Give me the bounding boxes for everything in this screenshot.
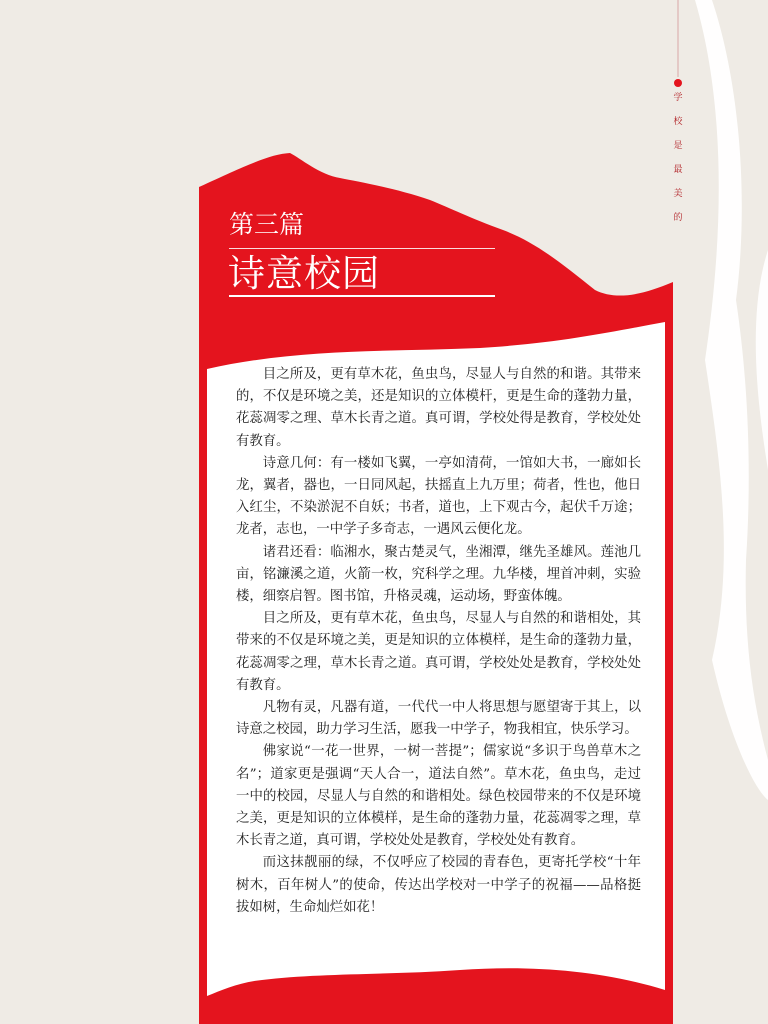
chapter-divider-thick [229,295,495,297]
red-dot-icon [674,79,682,87]
article-body [236,364,641,919]
side-tag-char: 是 [673,141,683,151]
side-tag [664,93,692,237]
paragraph: 目之所及，更有草木花，鱼虫鸟，尽显人与自然的和谐。其带来的，不仅是环境之美，还是知识的立体模杆，更是生命的蓬勃力量，花蕊凋零之理、草木长青之道。真可谓，学校处得是教育，学校处处有教育。 [236,367,641,449]
paragraph: 目之所及，更有草木花，鱼虫鸟，尽显人与自然的和谐相处，其带来的不仅是环境之美，更是知识的立体模样，是生命的蓬勃力量，花蕊凋零之理，草木长青之道。真可谓，学校处处是教育，学校处处有教育。 [236,611,641,693]
paragraph: 佛家说“一花一世界，一树一菩提”；儒家说“多识于鸟兽草木之名”；道家更是强调“天人合一，道法自然”。草木花，鱼虫鸟，走过一中的校园，尽显人与自然的和谐相处。绿色校园带来的不仅是环境之美，更是知识的立体模样，是生命的蓬勃力量，花蕊凋零之理，草木长青之道，真可谓，学校处处是教育，学校处处有教育。 [236,744,641,849]
side-tag-char: 最 [673,165,683,175]
side-tag-char: 美 [673,189,683,199]
paragraph: 凡物有灵，凡器有道，一代代一中人将思想与愿望寄于其上，以诗意之校园，助力学习生活，愿我一中学子，物我相宜，快乐学习。 [236,700,641,738]
paragraph: 诸君还看：临湘水，聚古楚灵气，坐湘潭，继先圣雄风。莲池几亩，铭濂溪之道，火箭一枚，究科学之理。九华楼，埋首冲刺，实验楼，细察启智。图书馆，升格灵魂，运动场，野蛮体魄。 [236,544,641,605]
side-tag-char: 学 [673,93,683,103]
chapter-divider-thin [229,248,495,249]
paragraph: 诗意几何：有一楼如飞翼，一亭如清荷，一馆如大书，一廊如长龙，翼者，器也，一日同风起，扶摇直上九万里；荷者，性也，他日入红尘，不染淤泥不自妖；书者，道也，上下观古今，起伏千万途；龙者，志也，一中学子多奇志，一遇风云便化龙。 [236,455,641,538]
paragraph: 而这抹靓丽的绿，不仅呼应了校园的青春色，更寄托学校“十年树木，百年树人”的使命，传达出学校对一中学子的祝福——品格挺拔如树，生命灿烂如花！ [236,855,641,915]
chapter-title: 诗意校园 [228,252,380,295]
side-tag-char: 校 [673,117,683,127]
side-tag-char: 的 [673,213,683,223]
chapter-label: 第三篇 [229,210,305,239]
